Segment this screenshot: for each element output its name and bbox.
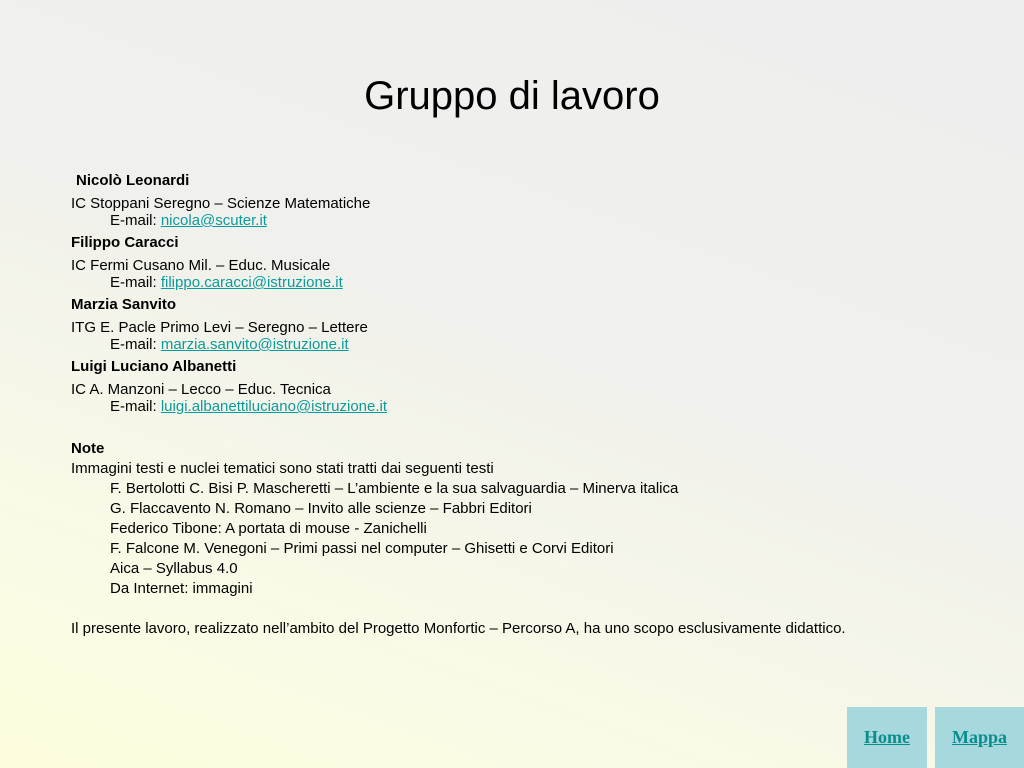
person-email-line bbox=[71, 336, 991, 353]
person-entry bbox=[71, 357, 991, 415]
person-school: IC Stoppani Seregno – Scienze Matematiche bbox=[71, 195, 371, 212]
source-item: Federico Tibone: A portata di mouse - Zanichelli bbox=[110, 520, 427, 537]
person-school: IC A. Manzoni – Lecco – Educ. Tecnica bbox=[71, 381, 331, 398]
email-link[interactable]: marzia.sanvito@istruzione.it bbox=[160, 336, 349, 353]
notes-intro: Immagini testi e nuclei tematici sono stati tratti dai seguenti testi bbox=[71, 460, 494, 477]
source-item: Da Internet: immagini bbox=[110, 580, 253, 597]
person-entry bbox=[71, 233, 991, 291]
email-label: E-mail: bbox=[110, 398, 157, 415]
email-link[interactable]: filippo.caracci@istruzione.it bbox=[160, 274, 343, 291]
person-entry bbox=[71, 171, 991, 229]
person-name: Luigi Luciano Albanetti bbox=[71, 358, 237, 375]
email-label: E-mail: bbox=[110, 212, 157, 229]
person-email-line bbox=[71, 212, 991, 229]
person-school: ITG E. Pacle Primo Levi – Seregno – Lettere bbox=[71, 319, 368, 336]
mappa-button[interactable]: Mappa bbox=[935, 707, 1024, 768]
source-item: Aica – Syllabus 4.0 bbox=[110, 560, 238, 577]
email-link[interactable]: nicola@scuter.it bbox=[160, 212, 267, 229]
source-item: F. Bertolotti C. Bisi P. Mascheretti – L’ambiente e la sua salvaguardia – Minerva italica bbox=[110, 480, 679, 497]
person-name: Marzia Sanvito bbox=[71, 296, 177, 313]
home-button[interactable]: Home bbox=[847, 707, 927, 768]
person-email-line bbox=[71, 398, 991, 415]
email-link[interactable]: luigi.albanettiluciano@istruzione.it bbox=[160, 398, 388, 415]
email-label: E-mail: bbox=[110, 274, 157, 291]
disclaimer-text: Il presente lavoro, realizzato nell’ambito del Progetto Monfortic – Percorso A, ha uno scopo esclusivamente didattico. bbox=[71, 620, 846, 637]
person-entry bbox=[71, 295, 991, 353]
source-item: G. Flaccavento N. Romano – Invito alle scienze – Fabbri Editori bbox=[110, 500, 532, 517]
person-name: Filippo Caracci bbox=[71, 234, 179, 251]
page-title: Gruppo di lavoro bbox=[364, 74, 660, 118]
source-item: F. Falcone M. Venegoni – Primi passi nel computer – Ghisetti e Corvi Editori bbox=[110, 540, 614, 557]
email-label: E-mail: bbox=[110, 336, 157, 353]
person-name: Nicolò Leonardi bbox=[76, 172, 190, 189]
slide-content bbox=[71, 171, 991, 639]
person-email-line bbox=[71, 274, 991, 291]
notes-title: Note bbox=[71, 440, 105, 457]
person-school: IC Fermi Cusano Mil. – Educ. Musicale bbox=[71, 257, 331, 274]
